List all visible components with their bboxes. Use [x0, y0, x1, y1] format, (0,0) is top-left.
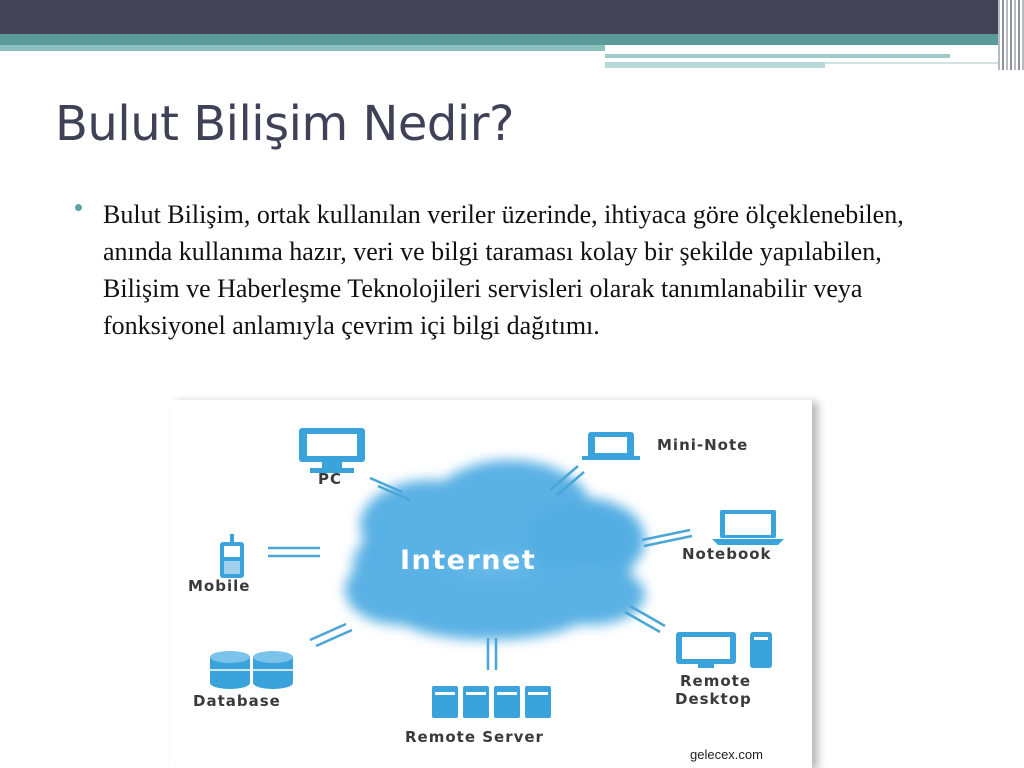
mobile-icon — [220, 534, 244, 578]
credit-text: gelecex.com — [690, 747, 763, 762]
bullet-dot-icon — [75, 204, 82, 211]
remote-desktop-label-line2: Desktop — [675, 690, 752, 708]
internet-label: Internet — [400, 545, 537, 576]
remote-desktop-label-line1: Remote — [680, 672, 752, 690]
accent-band — [0, 34, 1000, 45]
accent-line — [605, 54, 950, 58]
notebook-icon — [712, 510, 784, 545]
mobile-label: Mobile — [188, 577, 251, 595]
diagram-graphics — [170, 400, 812, 768]
arrow-remote-server — [488, 638, 496, 670]
accent-line — [605, 62, 825, 68]
arrow-notebook — [642, 530, 692, 546]
notebook-label: Notebook — [682, 545, 772, 563]
mini-note-label: Mini-Note — [657, 436, 749, 454]
remote-server-label: Remote Server — [405, 728, 544, 746]
pc-label: PC — [318, 470, 343, 488]
database-icon — [210, 651, 293, 689]
bullet-text: Bulut Bilişim, ortak kullanılan veriler üzerinde, ihtiyaca göre ölçeklenebilen, anında kullanıma hazır, veri ve bilgi taraması kolay bir şekilde yapılabilen, Bilişim ve Haberleşme Teknolojileri servisleri olarak tanımlanabilir veya fonksiyonel anlamıyla çevrim içi bilgi dağıtımı. — [103, 200, 904, 340]
accent-line — [825, 62, 1000, 64]
header-bar — [0, 0, 1024, 34]
database-label: Database — [193, 692, 281, 710]
pc-icon — [299, 428, 365, 473]
cloud-diagram — [170, 400, 812, 768]
arrow-database — [310, 624, 352, 646]
arrow-mobile — [268, 548, 320, 556]
accent-band-light — [0, 45, 605, 51]
mini-note-icon — [582, 432, 640, 460]
corner-stripes — [998, 0, 1024, 70]
remote-desktop-icon — [676, 632, 772, 668]
remote-server-icon — [432, 686, 551, 718]
slide-title: Bulut Bilişim Nedir? — [55, 96, 514, 152]
